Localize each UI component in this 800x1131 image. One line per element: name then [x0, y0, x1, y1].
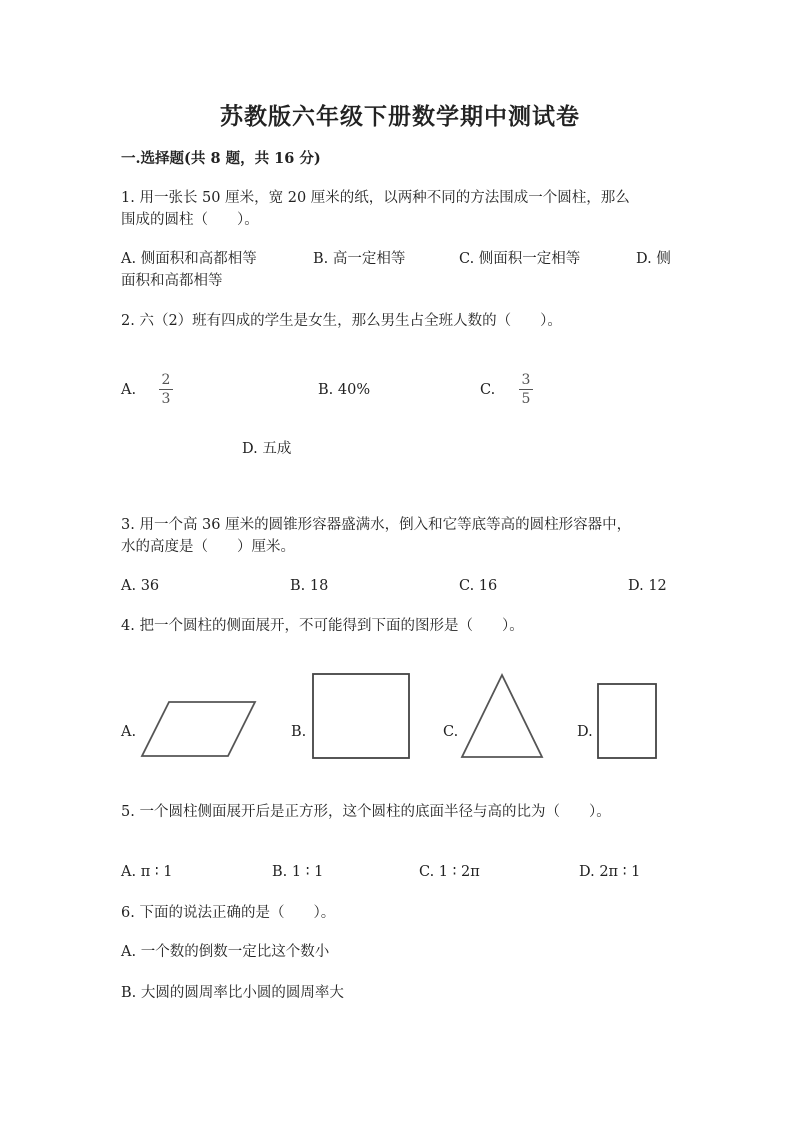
- q4-stem: 4. 把一个圆柱的侧面展开，不可能得到下面的图形是（ ）。: [121, 618, 524, 634]
- q1-option-c[interactable]: C. 侧面积一定相等: [459, 251, 581, 267]
- q6-option-a[interactable]: A. 一个数的倒数一定比这个数小: [121, 944, 330, 960]
- q2-option-d[interactable]: D. 五成: [242, 441, 292, 457]
- q4-triangle-shape[interactable]: [460, 673, 544, 759]
- fraction-denominator: 3: [161, 391, 171, 407]
- q4-option-d-label[interactable]: D.: [577, 724, 593, 740]
- fraction-bar: [519, 389, 533, 390]
- q2-option-a-label[interactable]: A.: [121, 382, 137, 398]
- fraction-numerator: 3: [521, 372, 531, 388]
- q2-stem: 2. 六（2）班有四成的学生是女生，那么男生占全班人数的（ ）。: [121, 313, 562, 329]
- q3-option-c[interactable]: C. 16: [459, 578, 498, 594]
- q4-option-a-label[interactable]: A.: [121, 724, 137, 740]
- q5-option-c[interactable]: C. 1 ∶ 2π: [419, 864, 480, 880]
- q4-rectangle-shape[interactable]: [312, 673, 410, 759]
- q5-option-a[interactable]: A. π ∶ 1: [121, 864, 173, 880]
- q1-option-d[interactable]: D. 侧: [636, 251, 671, 267]
- q3-stem-line1: 3. 用一个高 36 厘米的圆锥形容器盛满水，倒入和它等底等高的圆柱形容器中，: [121, 517, 632, 533]
- section-heading: 一.选择题(共 8 题，共 16 分): [121, 150, 321, 167]
- q5-stem: 5. 一个圆柱侧面展开后是正方形，这个圆柱的底面半径与高的比为（ ）。: [121, 804, 611, 820]
- q4-option-b-label[interactable]: B.: [291, 724, 307, 740]
- q4-option-c-label[interactable]: C.: [443, 724, 459, 740]
- q4-tall-rectangle-shape[interactable]: [597, 683, 657, 759]
- q1-option-b[interactable]: B. 高一定相等: [313, 251, 406, 267]
- q3-option-a[interactable]: A. 36: [121, 578, 160, 594]
- fraction-denominator: 5: [521, 391, 531, 407]
- page-title: 苏教版六年级下册数学期中测试卷: [220, 103, 580, 130]
- q4-parallelogram-shape[interactable]: [140, 700, 260, 760]
- q3-option-b[interactable]: B. 18: [290, 578, 329, 594]
- q2-option-c-fraction[interactable]: [518, 372, 534, 407]
- q2-option-c-label[interactable]: C.: [480, 382, 496, 398]
- q1-stem-line2: 围成的圆柱（ ）。: [121, 212, 259, 228]
- q2-option-b[interactable]: B. 40%: [318, 382, 371, 398]
- q5-option-d[interactable]: D. 2π ∶ 1: [579, 864, 641, 880]
- q3-option-d[interactable]: D. 12: [628, 578, 667, 594]
- q1-option-a[interactable]: A. 侧面积和高都相等: [121, 251, 257, 267]
- q1-option-d-wrap: 面积和高都相等: [121, 273, 223, 289]
- fraction-bar: [159, 389, 173, 390]
- q3-stem-line2: 水的高度是（ ）厘米。: [121, 539, 295, 555]
- fraction-numerator: 2: [161, 372, 171, 388]
- q6-option-b[interactable]: B. 大圆的圆周率比小圆的圆周率大: [121, 985, 344, 1001]
- q1-stem-line1: 1. 用一张长 50 厘米，宽 20 厘米的纸，以两种不同的方法围成一个圆柱，那么: [121, 190, 630, 206]
- q5-option-b[interactable]: B. 1 ∶ 1: [272, 864, 324, 880]
- q6-stem: 6. 下面的说法正确的是（ ）。: [121, 905, 336, 921]
- q2-option-a-fraction[interactable]: [158, 372, 174, 407]
